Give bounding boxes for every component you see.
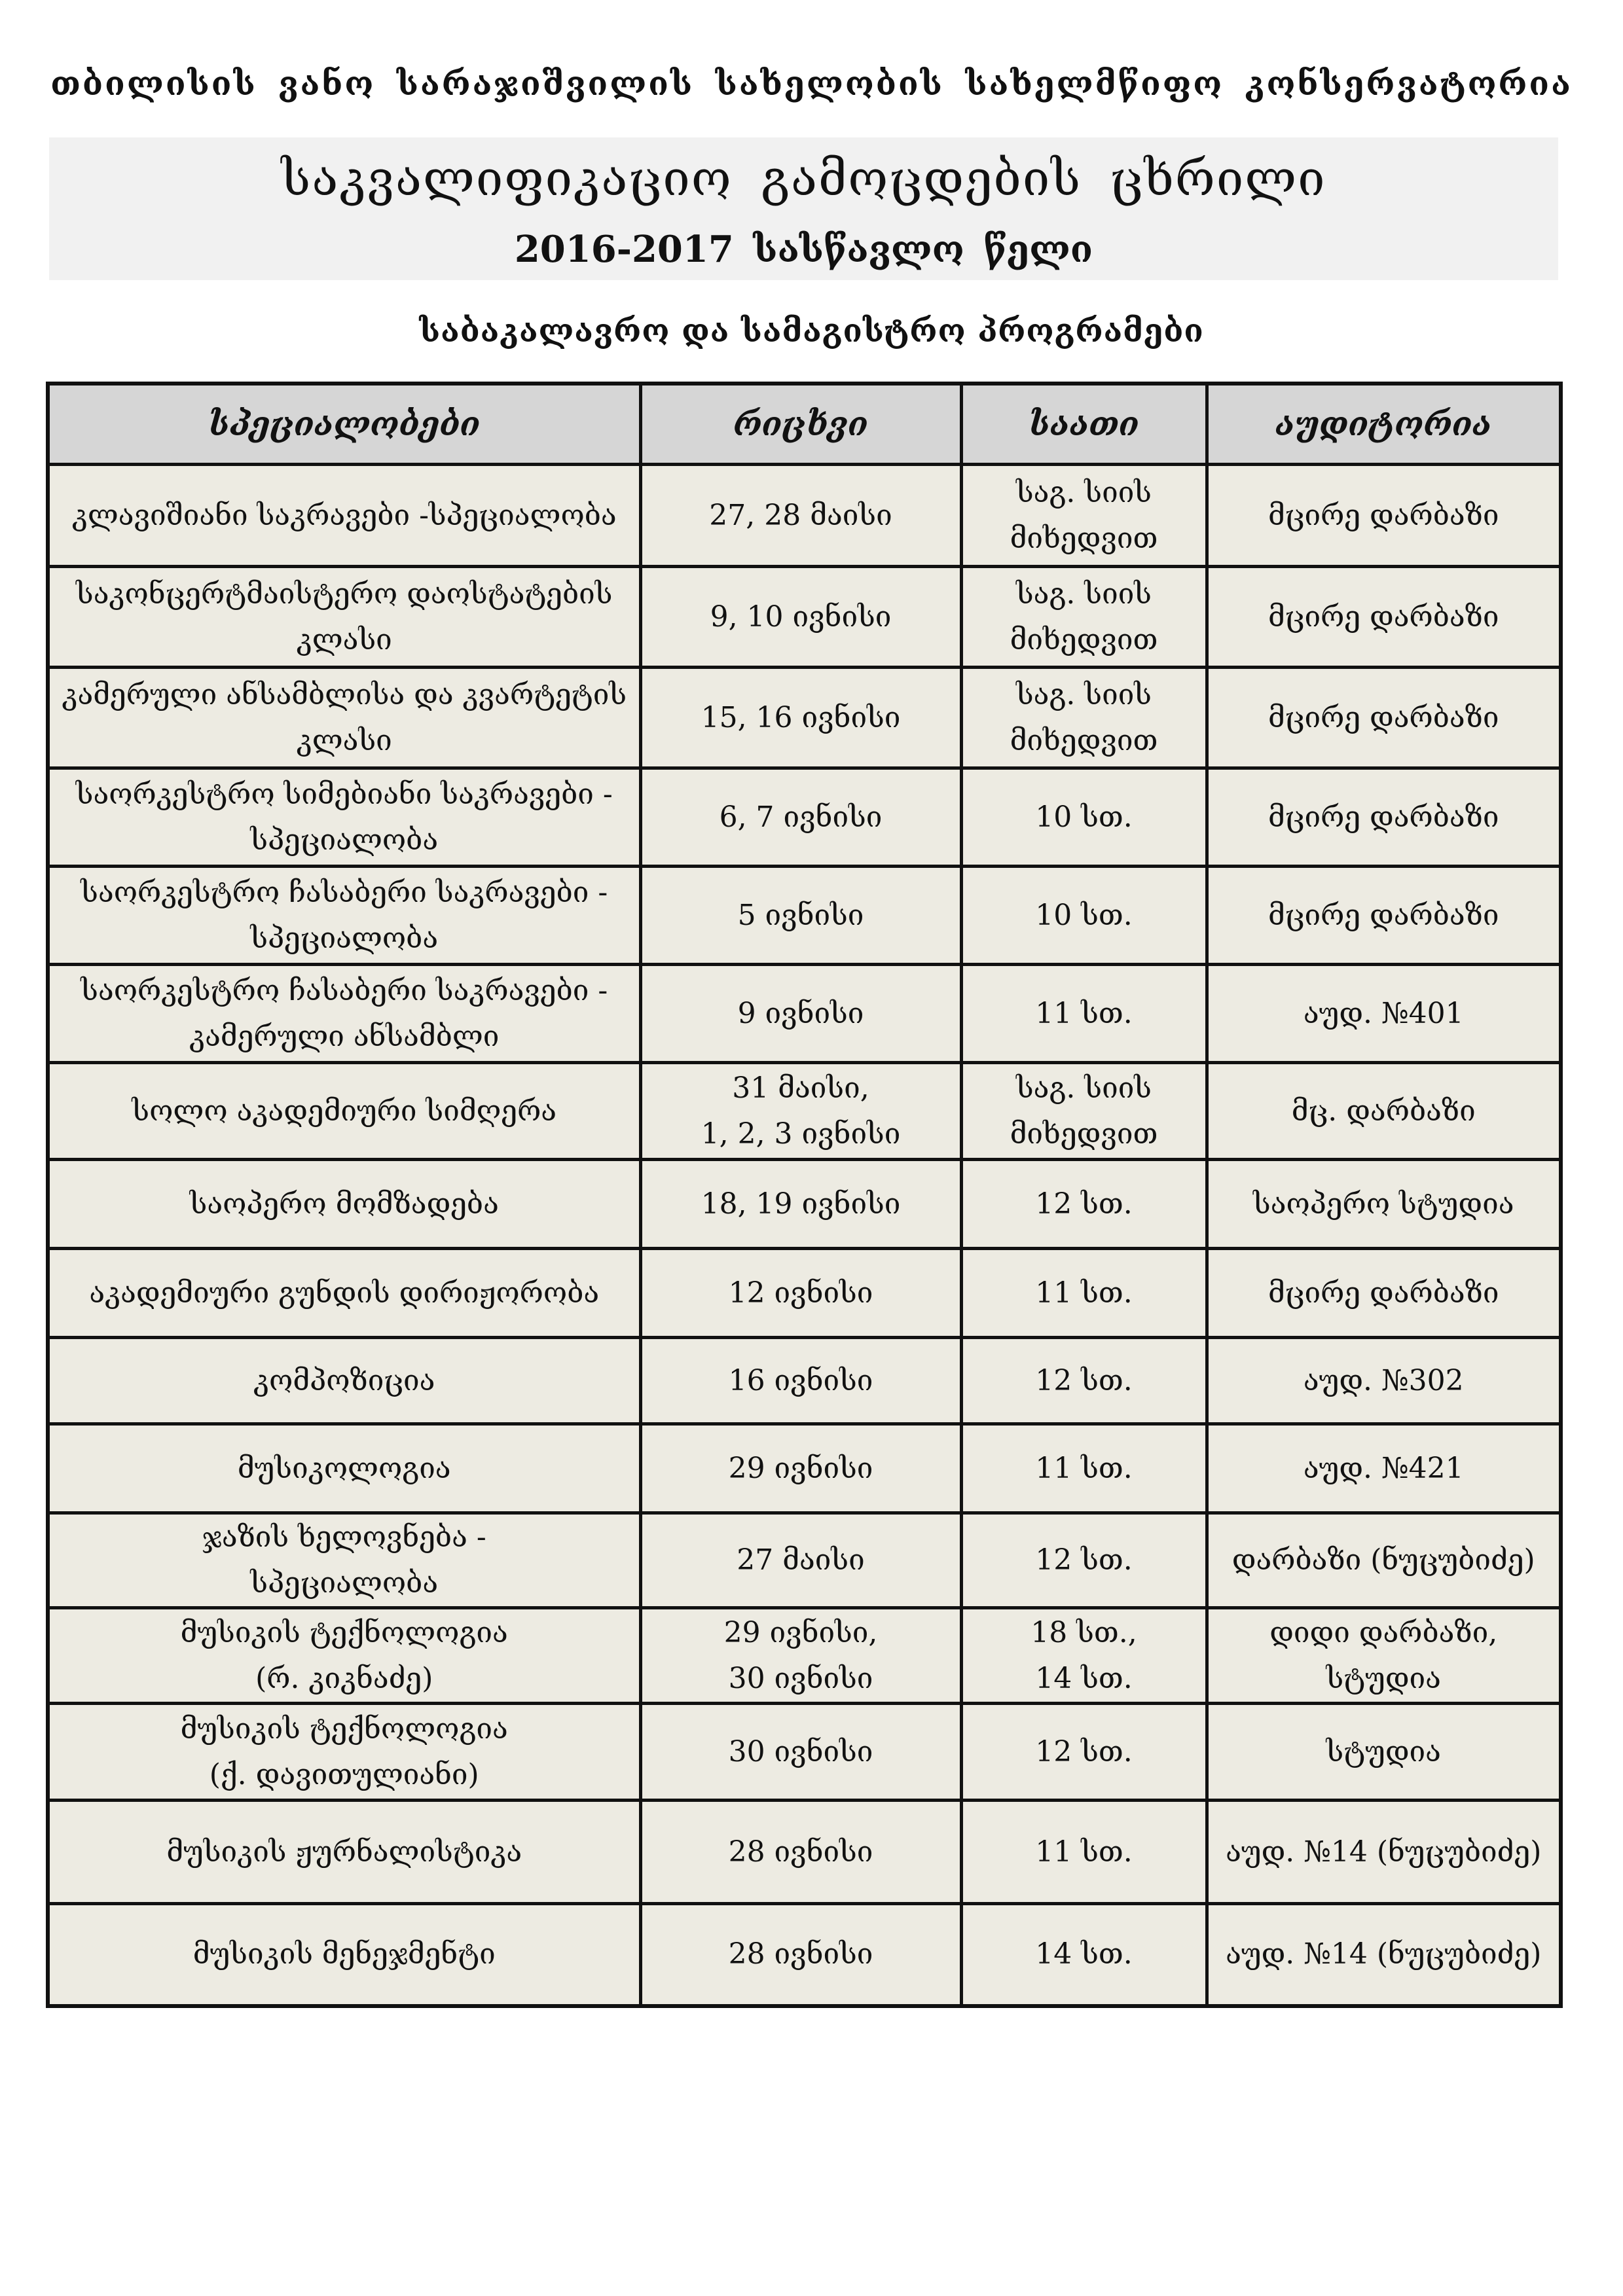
table-row: [48, 668, 1561, 768]
page-title: საკვალიფიკაციო გამოცდების ცხრილი: [281, 151, 1326, 207]
cell-line: მიხედვით: [1010, 622, 1158, 656]
room-cell: [1207, 1608, 1561, 1704]
cell-line: კამერული ანსამბლი: [189, 1019, 500, 1053]
cell-line: აუდ. №302: [1303, 1363, 1464, 1397]
program-subtitle: საბაკალავრო და სამაგისტრო პროგრამები: [419, 313, 1204, 350]
room-cell: [1207, 867, 1561, 965]
specialty-cell: [48, 567, 640, 668]
cell-line: მუსიკის ჟურნალისტიკა: [166, 1835, 522, 1869]
room-cell: [1207, 465, 1561, 567]
time-cell: [961, 465, 1207, 567]
header-room: აუდიტორია: [1207, 384, 1561, 465]
header-date: რიცხვი: [640, 384, 961, 465]
cell-line: 14 სთ.: [1035, 1661, 1133, 1695]
date-cell: [640, 1063, 961, 1160]
time-cell: [961, 867, 1207, 965]
cell-line: 12 სთ.: [1035, 1734, 1133, 1768]
table-row: [48, 1704, 1561, 1801]
cell-line: კლასი: [296, 723, 392, 757]
specialty-cell: [48, 768, 640, 867]
cell-line: 9, 10 ივნისი: [710, 600, 892, 634]
time-cell: [961, 1704, 1207, 1801]
cell-line: მცირე დარბაზი: [1268, 800, 1499, 834]
specialty-cell: [48, 1424, 640, 1513]
cell-line: საგ. სიის: [1015, 577, 1152, 611]
cell-line: საოპერო სტუდია: [1253, 1187, 1514, 1221]
table-row: [48, 1424, 1561, 1513]
title-box: [49, 137, 1558, 280]
cell-line: 18, 19 ივნისი: [701, 1187, 901, 1221]
time-cell: [961, 1249, 1207, 1338]
room-cell: [1207, 668, 1561, 768]
cell-line: ჯაზის ხელოვნება -: [202, 1520, 486, 1554]
time-cell: [961, 567, 1207, 668]
exam-schedule-table: [46, 382, 1563, 2008]
table-row: [48, 768, 1561, 867]
cell-line: მიხედვით: [1010, 1117, 1158, 1151]
cell-line: მუსიკოლოგია: [237, 1451, 451, 1485]
cell-line: მცირე დარბაზი: [1268, 498, 1499, 532]
room-cell: [1207, 1424, 1561, 1513]
room-cell: [1207, 768, 1561, 867]
specialty-cell: [48, 1904, 640, 2006]
time-cell: [961, 1801, 1207, 1904]
cell-line: აუდ. №421: [1303, 1451, 1464, 1485]
room-cell: [1207, 1904, 1561, 2006]
time-cell: [961, 1424, 1207, 1513]
cell-line: 12 სთ.: [1035, 1187, 1133, 1221]
cell-line: მცირე დარბაზი: [1268, 600, 1499, 634]
time-cell: [961, 1608, 1207, 1704]
cell-line: 12 სთ.: [1035, 1543, 1133, 1577]
cell-line: მუსიკის მენეჯმენტი: [192, 1937, 496, 1971]
specialty-cell: [48, 867, 640, 965]
cell-line: 1, 2, 3 ივნისი: [701, 1117, 901, 1151]
date-cell: [640, 768, 961, 867]
table-body: [48, 465, 1561, 2006]
specialty-cell: [48, 1704, 640, 1801]
cell-line: კომპოზიცია: [253, 1363, 435, 1397]
cell-line: კლასი: [296, 622, 392, 656]
date-cell: [640, 465, 961, 567]
date-cell: [640, 1249, 961, 1338]
cell-line: 12 სთ.: [1035, 1363, 1133, 1397]
room-cell: [1207, 1063, 1561, 1160]
date-cell: [640, 1424, 961, 1513]
table-row: [48, 465, 1561, 567]
cell-line: მც. დარბაზი: [1291, 1094, 1476, 1128]
cell-line: 27, 28 მაისი: [709, 498, 892, 532]
specialty-cell: [48, 1249, 640, 1338]
cell-line: 30 ივნისი: [728, 1734, 873, 1768]
time-cell: [961, 1904, 1207, 2006]
cell-line: კლავიშიანი საკრავები -სპეციალობა: [71, 498, 617, 532]
table-row: [48, 1904, 1561, 2006]
cell-line: მცირე დარბაზი: [1268, 898, 1499, 932]
cell-line: საკონცერტმაისტერო დაოსტატების: [76, 577, 613, 611]
date-cell: [640, 1160, 961, 1249]
cell-line: აუდ. №14 (ნუცუბიძე): [1226, 1937, 1542, 1971]
table-row: [48, 1249, 1561, 1338]
time-cell: [961, 668, 1207, 768]
specialty-cell: [48, 668, 640, 768]
table-row: [48, 1160, 1561, 1249]
room-cell: [1207, 1338, 1561, 1424]
cell-line: საოპერო მომზადება: [189, 1187, 499, 1221]
cell-line: 30 ივნისი: [728, 1661, 873, 1695]
table-row: [48, 1063, 1561, 1160]
cell-line: 31 მაისი,: [732, 1071, 869, 1105]
cell-line: სტუდია: [1326, 1661, 1441, 1695]
time-cell: [961, 1063, 1207, 1160]
cell-line: საორკესტრო სიმებიანი საკრავები -: [75, 777, 613, 811]
table-row: [48, 1801, 1561, 1904]
cell-line: კამერული ანსამბლისა და კვარტეტის: [62, 677, 627, 711]
specialty-cell: [48, 1063, 640, 1160]
cell-line: აუდ. №14 (ნუცუბიძე): [1226, 1835, 1542, 1869]
cell-line: აკადემიური გუნდის დირიჟორობა: [89, 1276, 600, 1310]
date-cell: [640, 1904, 961, 2006]
time-cell: [961, 965, 1207, 1063]
date-cell: [640, 668, 961, 768]
cell-line: მცირე დარბაზი: [1268, 700, 1499, 734]
academic-year: 2016-2017 სასწავლო წელი: [514, 228, 1093, 271]
cell-line: 10 სთ.: [1035, 800, 1133, 834]
specialty-cell: [48, 1160, 640, 1249]
exam-schedule-table-wrap: [46, 382, 1559, 2008]
table-row: [48, 1513, 1561, 1608]
cell-line: 28 ივნისი: [728, 1937, 873, 1971]
specialty-cell: [48, 1801, 640, 1904]
specialty-cell: [48, 1608, 640, 1704]
room-cell: [1207, 965, 1561, 1063]
time-cell: [961, 1338, 1207, 1424]
cell-line: სპეციალობა: [250, 823, 439, 857]
cell-line: აუდ. №401: [1303, 996, 1464, 1030]
cell-line: 28 ივნისი: [728, 1835, 873, 1869]
cell-line: სპეციალობა: [250, 1566, 439, 1600]
cell-line: 27 მაისი: [737, 1543, 865, 1577]
date-cell: [640, 1338, 961, 1424]
table-row: [48, 1338, 1561, 1424]
cell-line: სტუდია: [1326, 1734, 1441, 1768]
room-cell: [1207, 1160, 1561, 1249]
table-header-row: [48, 384, 1561, 465]
header-time: საათი: [961, 384, 1207, 465]
specialty-cell: [48, 1338, 640, 1424]
cell-line: მუსიკის ტექნოლოგია: [180, 1712, 508, 1746]
room-cell: [1207, 1704, 1561, 1801]
table-row: [48, 867, 1561, 965]
cell-line: (რ. კიკნაძე): [255, 1661, 433, 1695]
room-cell: [1207, 567, 1561, 668]
table-row: [48, 567, 1561, 668]
cell-line: 6, 7 ივნისი: [719, 800, 883, 834]
cell-line: 11 სთ.: [1035, 996, 1133, 1030]
cell-line: 18 სთ.,: [1030, 1615, 1137, 1649]
date-cell: [640, 1704, 961, 1801]
time-cell: [961, 1513, 1207, 1608]
cell-line: 12 ივნისი: [728, 1276, 873, 1310]
date-cell: [640, 1608, 961, 1704]
cell-line: 10 სთ.: [1035, 898, 1133, 932]
cell-line: 15, 16 ივნისი: [701, 700, 901, 734]
time-cell: [961, 1160, 1207, 1249]
cell-line: დიდი დარბაზი,: [1269, 1615, 1498, 1649]
cell-line: 5 ივნისი: [737, 898, 864, 932]
room-cell: [1207, 1249, 1561, 1338]
cell-line: 14 სთ.: [1035, 1937, 1133, 1971]
specialty-cell: [48, 465, 640, 567]
table-row: [48, 1608, 1561, 1704]
cell-line: სპეციალობა: [250, 921, 439, 955]
cell-line: მცირე დარბაზი: [1268, 1276, 1499, 1310]
date-cell: [640, 867, 961, 965]
date-cell: [640, 965, 961, 1063]
cell-line: 11 სთ.: [1035, 1835, 1133, 1869]
cell-line: 29 ივნისი,: [723, 1615, 878, 1649]
header-specialties: სპეციალობები: [48, 384, 640, 465]
date-cell: [640, 1513, 961, 1608]
cell-line: საორკესტრო ჩასაბერი საკრავები -: [81, 973, 608, 1007]
cell-line: 29 ივნისი: [728, 1451, 873, 1485]
table-row: [48, 965, 1561, 1063]
cell-line: საგ. სიის: [1015, 475, 1152, 509]
specialty-cell: [48, 965, 640, 1063]
cell-line: 16 ივნისი: [728, 1363, 873, 1397]
cell-line: მიხედვით: [1010, 521, 1158, 555]
cell-line: 11 სთ.: [1035, 1451, 1133, 1485]
cell-line: საორკესტრო ჩასაბერი საკრავები -: [81, 875, 608, 909]
specialty-cell: [48, 1513, 640, 1608]
room-cell: [1207, 1801, 1561, 1904]
cell-line: 9 ივნისი: [737, 996, 864, 1030]
cell-line: საგ. სიის: [1015, 677, 1152, 711]
cell-line: საგ. სიის: [1015, 1071, 1152, 1105]
cell-line: 11 სთ.: [1035, 1276, 1133, 1310]
cell-line: (ქ. დავითულიანი): [209, 1757, 479, 1791]
cell-line: სოლო აკადემიური სიმღერა: [132, 1094, 557, 1128]
date-cell: [640, 1801, 961, 1904]
cell-line: მუსიკის ტექნოლოგია: [180, 1615, 508, 1649]
cell-line: დარბაზი (ნუცუბიძე): [1231, 1543, 1535, 1577]
institution-name: თბილისის ვანო სარაჯიშვილის სახელობის სახელმწიფო კონსერვატორია: [50, 64, 1573, 103]
room-cell: [1207, 1513, 1561, 1608]
cell-line: მიხედვით: [1010, 723, 1158, 757]
date-cell: [640, 567, 961, 668]
time-cell: [961, 768, 1207, 867]
